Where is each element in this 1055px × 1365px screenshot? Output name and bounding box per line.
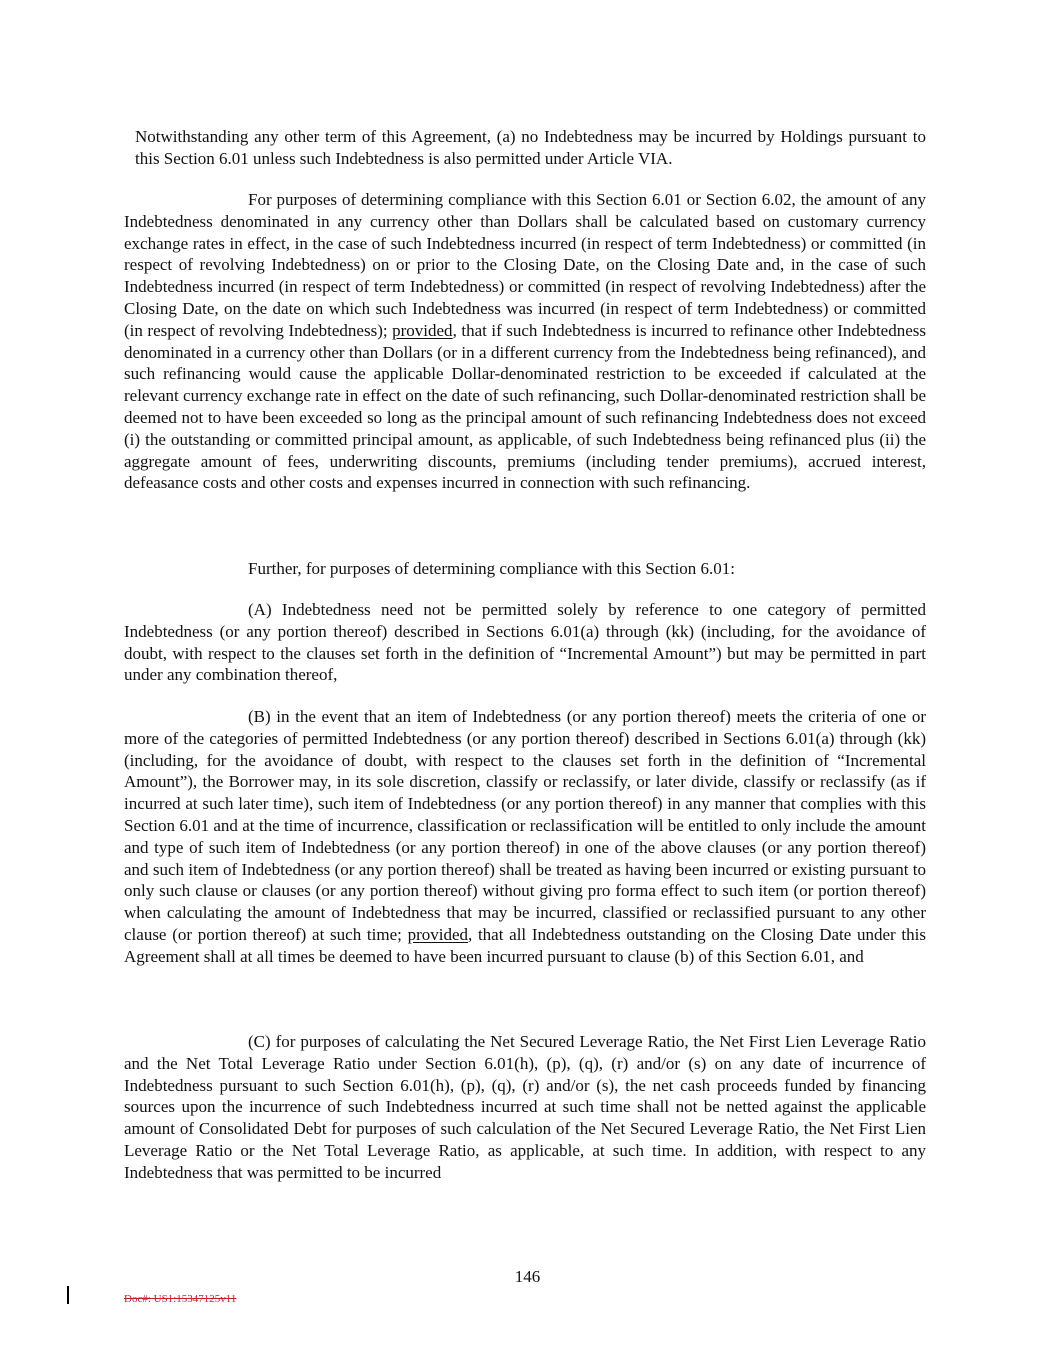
paragraph-clause-a xyxy=(124,599,926,686)
paragraph-clause-b xyxy=(124,706,926,968)
paragraph-text-after: , that all Indebtedness outstanding on the Closing Date under this Agreement shall at all times be deemed to have been incurred pursuant to clause (b) of this Section 6.01, and xyxy=(124,924,926,966)
page-number: 146 xyxy=(514,1267,541,1286)
provided-term: provided xyxy=(392,320,453,340)
paragraph-further-compliance xyxy=(124,558,926,580)
paragraph-text: Notwithstanding any other term of this Agreement, (a) no Indebtedness may be incurred by Holdings pursuant to this Section 6.01 unless such Indebtedness is also permitted under Article VIA. xyxy=(135,127,926,168)
paragraph-text: Further, for purposes of determining compliance with this Section 6.01: xyxy=(248,559,736,578)
paragraph-text: (C) for purposes of calculating the Net Secured Leverage Ratio, the Net First Lien Leverage Ratio and the Net Total Leverage Ratio under Section 6.01(h), (p), (q), (r) and/or (s) on any date of incurrence of Indebtedness pursuant to such Section 6.01(h), (p), (q), (r) and/or (s), the net cash proceeds funded by financing sources upon the incurrence of such Indebtedness incurred at such time shall not be netted against the applicable amount of Consolidated Debt for purposes of such calculation of the Net Secured Leverage Ratio, the Net First Lien Leverage Ratio or the Net Total Leverage Ratio, as applicable, at such time. In addition, with respect to any Indebtedness that was permitted to be incurred xyxy=(124,1032,926,1182)
provided-term: provided xyxy=(407,924,468,944)
change-bar xyxy=(67,1286,69,1304)
paragraph-text-after: , that if such Indebtedness is incurred to refinance other Indebtedness denominated in a currency other than Dollars (or in a different currency from the Indebtedness being refinanced), and such refinancing would cause the applicable Dollar-denominated restriction to be exceeded if calculated at the relevant currency exchange rate in effect on the date of such refinancing, such Dollar-denominated restriction shall be deemed not to have been exceeded so long as the principal amount of such refinancing Indebtedness does not exceed (i) the outstanding or committed principal amount, as applicable, of such Indebtedness being refinanced plus (ii) the aggregate amount of fees, underwriting discounts, premiums (including tender premiums), accrued interest, defeasance costs and other costs and expenses incurred in connection with such refinancing. xyxy=(124,320,926,493)
paragraph-currency-compliance xyxy=(124,189,926,494)
paragraph-clause-c xyxy=(124,1031,926,1184)
paragraph-text: (A) Indebtedness need not be permitted solely by reference to one category of permitted Indebtedness (or any portion thereof) described in Sections 6.01(a) through (kk) (including, for the avoidance of doubt, with respect to the clauses set forth in the definition of “Incremental Amount”) but may be permitted in part under any combination thereof, xyxy=(124,600,926,685)
document-id: Doc#: US1:15347125v11 xyxy=(124,1293,237,1305)
paragraph-text-before: (B) in the event that an item of Indebtedness (or any portion thereof) meets the criteria of one or more of the categories of permitted Indebtedness (or any portion thereof) described in Sections 6.01(a) through (kk) (including, for the avoidance of doubt, with respect to the clauses set forth in the definition of “Incremental Amount”), the Borrower may, in its sole discretion, classify or reclassify, or later divide, classify or reclassify (as if incurred at such later time), such item of Indebtedness (or any portion thereof) in any manner that complies with this Section 6.01 and at the time of incurrence, classification or reclassification will be entitled to only include the amount and type of such item of Indebtedness (or any portion thereof) in one of the above clauses (or any portion thereof) and such item of Indebtedness (or any portion thereof) shall be treated as having been incurred or existing pursuant to only such clause or clauses (or any portion thereof) without giving pro forma effect to such item (or portion thereof) when calculating the amount of Indebtedness that may be incurred, classified or reclassified pursuant to any other clause (or portion thereof) at such time; xyxy=(124,707,926,944)
paragraph-holdings-limitation xyxy=(135,126,926,170)
paragraph-text-before: For purposes of determining compliance with this Section 6.01 or Section 6.02, the amount of any Indebtedness denominated in any currency other than Dollars shall be calculated based on customary currency exchange rates in effect, in the case of such Indebtedness incurred (in respect of term Indebtedness) or committed (in respect of revolving Indebtedness) on or prior to the Closing Date, on the Closing Date and, in the case of such Indebtedness incurred (in respect of term Indebtedness) or committed (in respect of revolving Indebtedness) after the Closing Date, on the date on which such Indebtedness was incurred (in respect of term Indebtedness) or committed (in respect of revolving Indebtedness); xyxy=(124,190,926,340)
